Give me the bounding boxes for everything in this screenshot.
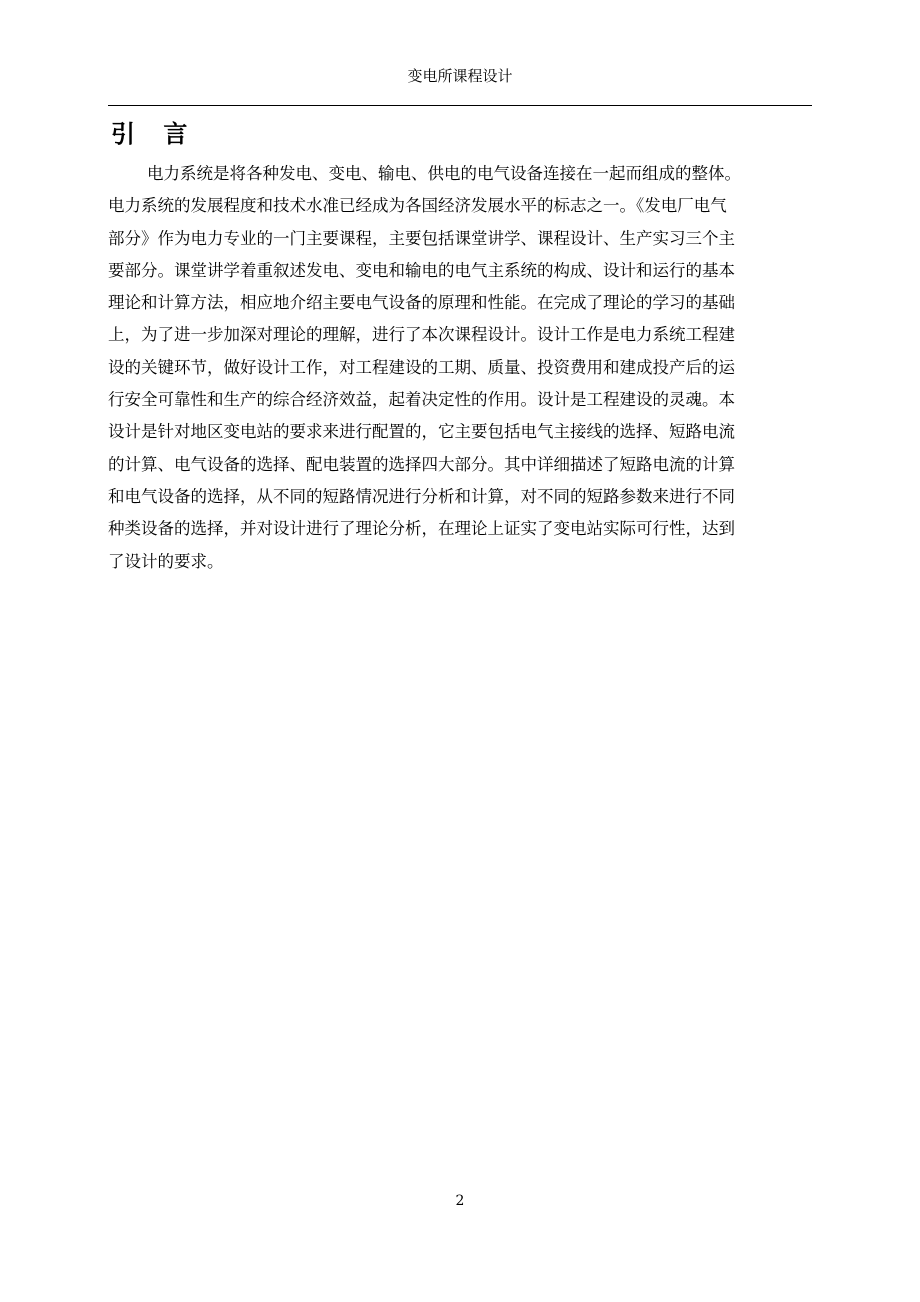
paragraph-line: 的计算、电气设备的选择、配电装置的选择四大部分。其中详细描述了短路电流的计算 xyxy=(108,454,735,474)
paragraph-line: 设计是针对地区变电站的要求来进行配置的，它主要包括电气主接线的选择、短路电流 xyxy=(108,422,735,442)
paragraph-line: 电力系统是将各种发电、变电、输电、供电的电气设备连接在一起而组成的整体。 xyxy=(147,164,741,183)
paragraph-line: 了设计的要求。 xyxy=(108,551,224,571)
paragraph-line: 设的关键环节，做好设计工作，对工程建设的工期、质量、投资费用和建成投产后的运 xyxy=(108,357,735,377)
paragraph-line: 电力系统的发展程度和技术水准已经成为各国经济发展水平的标志之一。《发电厂电气 xyxy=(108,196,727,216)
paragraph-line: 和电气设备的选择，从不同的短路情况进行分析和计算，对不同的短路参数来进行不同 xyxy=(108,486,735,506)
page-header: 变电所课程设计 xyxy=(407,67,513,85)
section-title: 引 言 xyxy=(111,120,198,148)
page-number: 2 xyxy=(455,1193,465,1209)
paragraph-line: 种类设备的选择，并对设计进行了理论分析，在理论上证实了变电站实际可行性，达到 xyxy=(108,519,735,539)
paragraph-line: 部分》作为电力专业的一门主要课程，主要包括课堂讲学、课程设计、生产实习三个主 xyxy=(108,228,735,248)
header-rule xyxy=(108,105,812,106)
paragraph-line: 要部分。课堂讲学着重叙述发电、变电和输电的电气主系统的构成、设计和运行的基本 xyxy=(108,260,735,280)
paragraph-line: 理论和计算方法，相应地介绍主要电气设备的原理和性能。在完成了理论的学习的基础 xyxy=(108,293,735,313)
paragraph-line: 上，为了进一步加深对理论的理解，进行了本次课程设计。设计工作是电力系统工程建 xyxy=(108,325,735,345)
intro-paragraph xyxy=(108,158,812,578)
paragraph-line: 行安全可靠性和生产的综合经济效益，起着决定性的作用。设计是工程建设的灵魂。本 xyxy=(108,390,735,410)
